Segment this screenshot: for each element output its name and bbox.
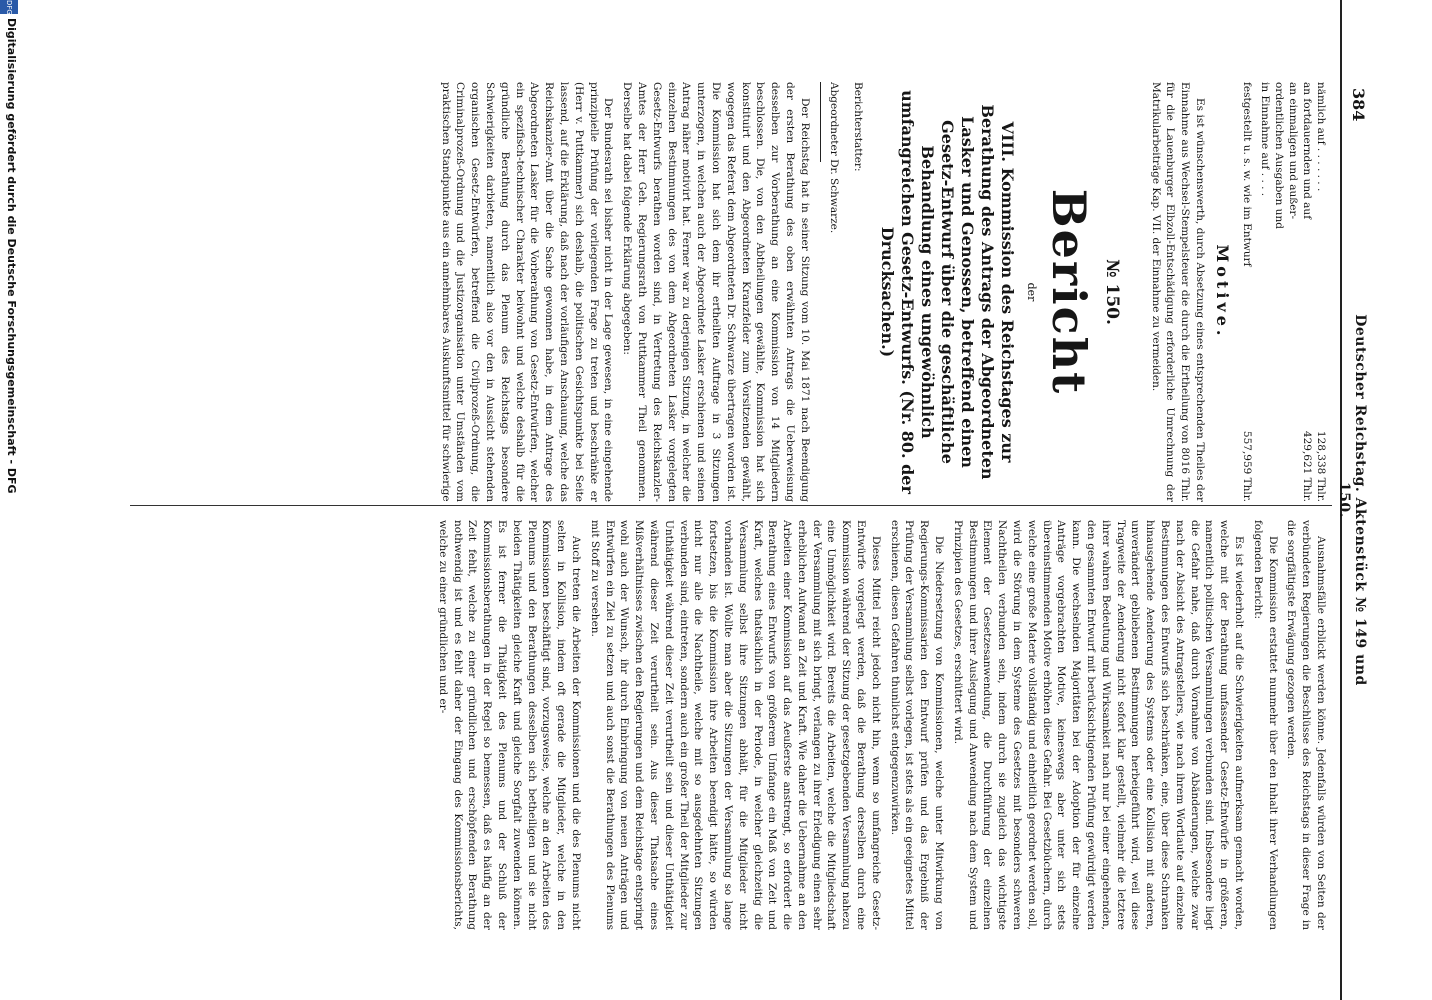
report-heading: Bericht <box>1041 188 1096 396</box>
motive-heading: Motive. <box>1213 244 1232 340</box>
digitization-note: Digitalisierung gefördert durch die Deutsche Forschungsgemeinschaft - DFG <box>5 18 18 494</box>
amount-row <box>1272 82 1286 502</box>
body-paragraph: Die Niedersetzung von Kommissionen, welche unter Mitwirkung von Regierungs-Kommissarien den Entwurf prüfen und das Ergebniß der Prüfung der Versammlung selbst vorlegen, ist stets als ein geeignetes Mittel erschienen, diesen Gefahren thunlichst entgegenzuwirken. <box>888 520 946 930</box>
reporter-label: Berichterstatter: <box>851 82 864 172</box>
commission-title: VIII. Kommission des Reichstages zur Berathung des Antrags der Abgeordneten Lasker und Genossen, betreffend einen Gesetz-Entwurf über die geschäftliche Behandlung eines ungewöhnlich umfangreichen Gesetz-Entwurfs. (Nr. 80. der Drucksachen.) <box>877 90 1017 494</box>
body-paragraph: Der Bundesrath sei bisher nicht in der Lage gewesen, in eine eingehende prinzipielle Prüfung der vorliegenden Frage zu treten und beschränke er (Herr v. Puttkammer) sich deshalb, die politischen Gesichtspunkte bei Seite lassend, auf die Erklärung, daß nach der vorläufigen Anschauung, welche das Reichskanzler-Amt über die Sache gewonnen habe, in dem Antrage des Abgeordneten Lasker für die Vorberathung von Gesetz-Entwürfen, welcher ein spezifisch-technischer Charakter beiwohnt und welche deshalb für die gründliche Berathung durch das Plenum des Reichstags besondere Schwierigkeiten darbieten, namentlich also vor den in Aussicht stehenden organischen Gesetz-Entwürfen, betreffend die Civilprozeß-Ordnung, die Criminalprozeß-Ordnung und die Justizorganisation unter Umständen vom praktischen Standpunkte aus ein annehmbares Auskunftsmittel für schwierige <box>439 82 615 502</box>
amount-row <box>1300 82 1314 502</box>
reporter-name: Abgeordneter Dr. Schwarze. <box>827 82 840 234</box>
separator-rule <box>820 82 821 162</box>
body-paragraph: Ausnahmsfälle erblickt werden könne. Jedenfalls würden von Seiten der verbündeten Regierungen die Beschlüsse des Reichstags in dieser Frage in die sorgfältigste Erwägung gezogen werden. <box>1285 520 1327 930</box>
body-paragraph: Dieses Mittel reicht jedoch nicht hin, wenn so umfangreiche Gesetz-Entwürfe vorgelegt werden, daß die Berathung derselben durch eine Kommission während der Sitzung der gesetzgebenden Versammlung nahezu eine Unmöglichkeit wird. Bereits die Arbeiten, welche die Mitgliedschaft der Versammlung mit sich bringt, verlangen zu ihrer Erledigung einen sehr erheblichen Aufwand an Zeit und Kraft. Wie daher die Uebernahme an den Arbeiten einer Kommission auf das Aeußerste anstrengt, so erfordert die Berathung eines Entwurfs von größerem Umfange ein Maß von Zeit und Kraft, welches thatsächlich in der Periode, in welcher gleichzeitig die Versammlung selbst ihre Sitzungen abhält, für die Mitglieder nicht vorhanden ist. Wollte man aber die Sitzungen der Versammlung so lange fortsetzen, bis die Kommission ihre Arbeiten beendigt hätte, so würden nicht nur alle die Nachtheile, welche mit so ausgedehnten Sitzungen verbunden sind, eintreten, sondern auch ein großer Theil der Mitglieder zur Unthätigkeit während dieser Zeit verurtheilt sein und dieser Unthätigkeit während dieser Zeit verurtheilt sein. Aus dieser Thatsache eines Mißverhältnisses zwischen den Regierungen und dem Reichstage entspringt wohl auch der Wunsch, ihr durch Einbringung von neuen Anträgen und Entwürfen ein Ziel zu setzen und auch sonst die Berathungen des Plenums mit Stoff zu versehen. <box>588 520 882 930</box>
page-number: 384 <box>1349 88 1368 122</box>
amount-label: an fortdauernden und auf <box>1301 82 1313 220</box>
amount-row <box>1314 82 1328 502</box>
running-title: Deutscher Reichstag. Aktenstück № 149 und 150. <box>1336 314 1368 686</box>
page-header <box>1336 0 1374 1000</box>
amount-value: 128,338 Thlr. <box>1315 430 1327 502</box>
amount-row <box>1258 82 1272 502</box>
amount-label: ordentlichen Ausgaben und <box>1273 82 1285 229</box>
right-column <box>40 520 1328 930</box>
amounts-list <box>1240 82 1328 502</box>
column-divider <box>130 505 1332 506</box>
amount-label: nämlich auf . . . . . . . <box>1315 82 1327 192</box>
body-paragraph: Die Kommission erstattet nunmehr über den Inhalt ihrer Verhandlungen folgenden Bericht: <box>1251 520 1279 930</box>
total-value: 557,959 Thlr. <box>1241 430 1253 502</box>
dfg-logo-icon: DFG <box>0 0 18 14</box>
amount-row <box>1286 82 1300 502</box>
amount-label: in Einnahme auf . . . . <box>1259 82 1271 197</box>
left-column <box>40 82 1328 502</box>
body-paragraph: Der Reichstag hat in seiner Sitzung vom 10. Mai 1871 nach Beendigung der ersten Berathung des oben erwähnten Antrags die Ueberweisung desselben zur Vorberathung an eine Kommission von 14 Mitgliedern beschlossen. Die, von den Abtheilungen gewählte, Kommission hat sich konstituirt und den Abgeordneten Kranzfelder zum Vorsitzenden gewählt, wogegen das Referat dem Abgeordneten Dr. Schwarze übertragen worden ist. Die Kommission hat sich dem ihr ertheilten Auftrage in 3 Sitzungen unterzogen, in welchen auch der Abgeordnete Lasker erschienen und seinen Antrag näher motivirt hat. Ferner war zu derjenigen Sitzung, in welcher die einzelnen Bestimmungen des von dem Abgeordneten Lasker vorgelegten Gesetz-Entwurfs berathen worden sind, in Vertretung des Reichskanzler-Amtes der Herr Geh. Regierungsrath von Puttkammer Theil genommen. Derselbe hat dabei folgende Erklärung abgegeben: <box>621 82 811 502</box>
body-paragraph: Es ist wiederholt auf die Schwierigkeiten aufmerksam gemacht worden, welche mit der Berathung umfassender Gesetz-Entwürfe in größeren, namentlich politischen Versammlungen verbunden sind. Insbesondere liegt die Gefahr nahe, daß durch Vornahme von Abänderungen, welche zwar nach der Absicht des Antragstellers, wie nach ihrem Wortlaute auf einzelne Bestimmungen des Entwurfs sich beschränken, eine, über diese Schranken hinausgehende Aenderung des Systems oder eine Kollision mit anderen, unverändert gebliebenen Bestimmungen herbeigeführt wird, weil diese Tragweite der Aenderung nicht sofort klar gestellt, vielmehr die letztere ihrer wahren Bedeutung und Wirksamkeit nach nur bei einer eingehenden, den gesammten Entwurf mit berücksichtigenden Prüfung gewürdigt werden kann. Die wechselnden Majoritäten bei der Adoption der für einzelne Anträge vorgebrachten Motive, keineswegs aber unter sich stets übereinstimmenden Motive erhöhen diese Gefahr. Bei Gesetzbüchern, durch welche eine große Materie vollständig und einheitlich geordnet werden soll, wird die Störung in dem Systeme des Gesetzes mit besonders schweren Nachtheilen verbunden sein, indem durch sie zugleich das wichtigste Element der Gesetzesanwendung, die Durchführung der einzelnen Bestimmungen und ihrer Auslegung und Anwendung nach dem System und Prinzipien des Gesetzes, erschüttert wird. <box>951 520 1246 930</box>
amount-label: an einmaligen und außer- <box>1287 82 1299 220</box>
total-label: festgestellt u. s. w. wie im Entwurf <box>1241 82 1253 267</box>
motive-paragraph: Es ist wünschenswerth, durch Absetzung eines entsprechenden Theiles der Einnahme aus Wechsel-Stempelsteuer die durch die Ertheilung von 8016 Thlr. für die Lauenburger Elbzoll-Entschädigung erforderliche Umrechnung der Matrikularbeiträge Kap. VII. der Einnahme zu vermeiden. <box>1149 82 1206 502</box>
document-number: № 150. <box>1101 259 1122 325</box>
body-paragraph: Auch treten die Arbeiten der Kommissionen und die des Plenums nicht selten in Kollision, indem oft gerade die Mitglieder, welche in den Kommissionen beschäftigt sind, vorzugsweise, welche an den Arbeiten des Plenums und den Berathungen desselben sich betheiligen und sie nicht beiden Thätigkeiten gleiche Kraft und gleiche Sorgfalt zuwenden können. Es ist ferner die Thätigkeit des Plenums und der Schluß der Kommissionsberathungen in der Regel so bemessen, daß es häufig an der Zeit fehlt, welche zu einer gründlichen und erschöpfenden Berathung nothwendig ist und es fehlt daher der Eingang des Kommissionsberichts, welche zu einer gründlichen und er- <box>436 520 582 930</box>
amount-total-row <box>1240 82 1254 502</box>
report-der: der <box>1024 282 1038 302</box>
amount-value: 429,621 Thlr. <box>1301 430 1313 502</box>
